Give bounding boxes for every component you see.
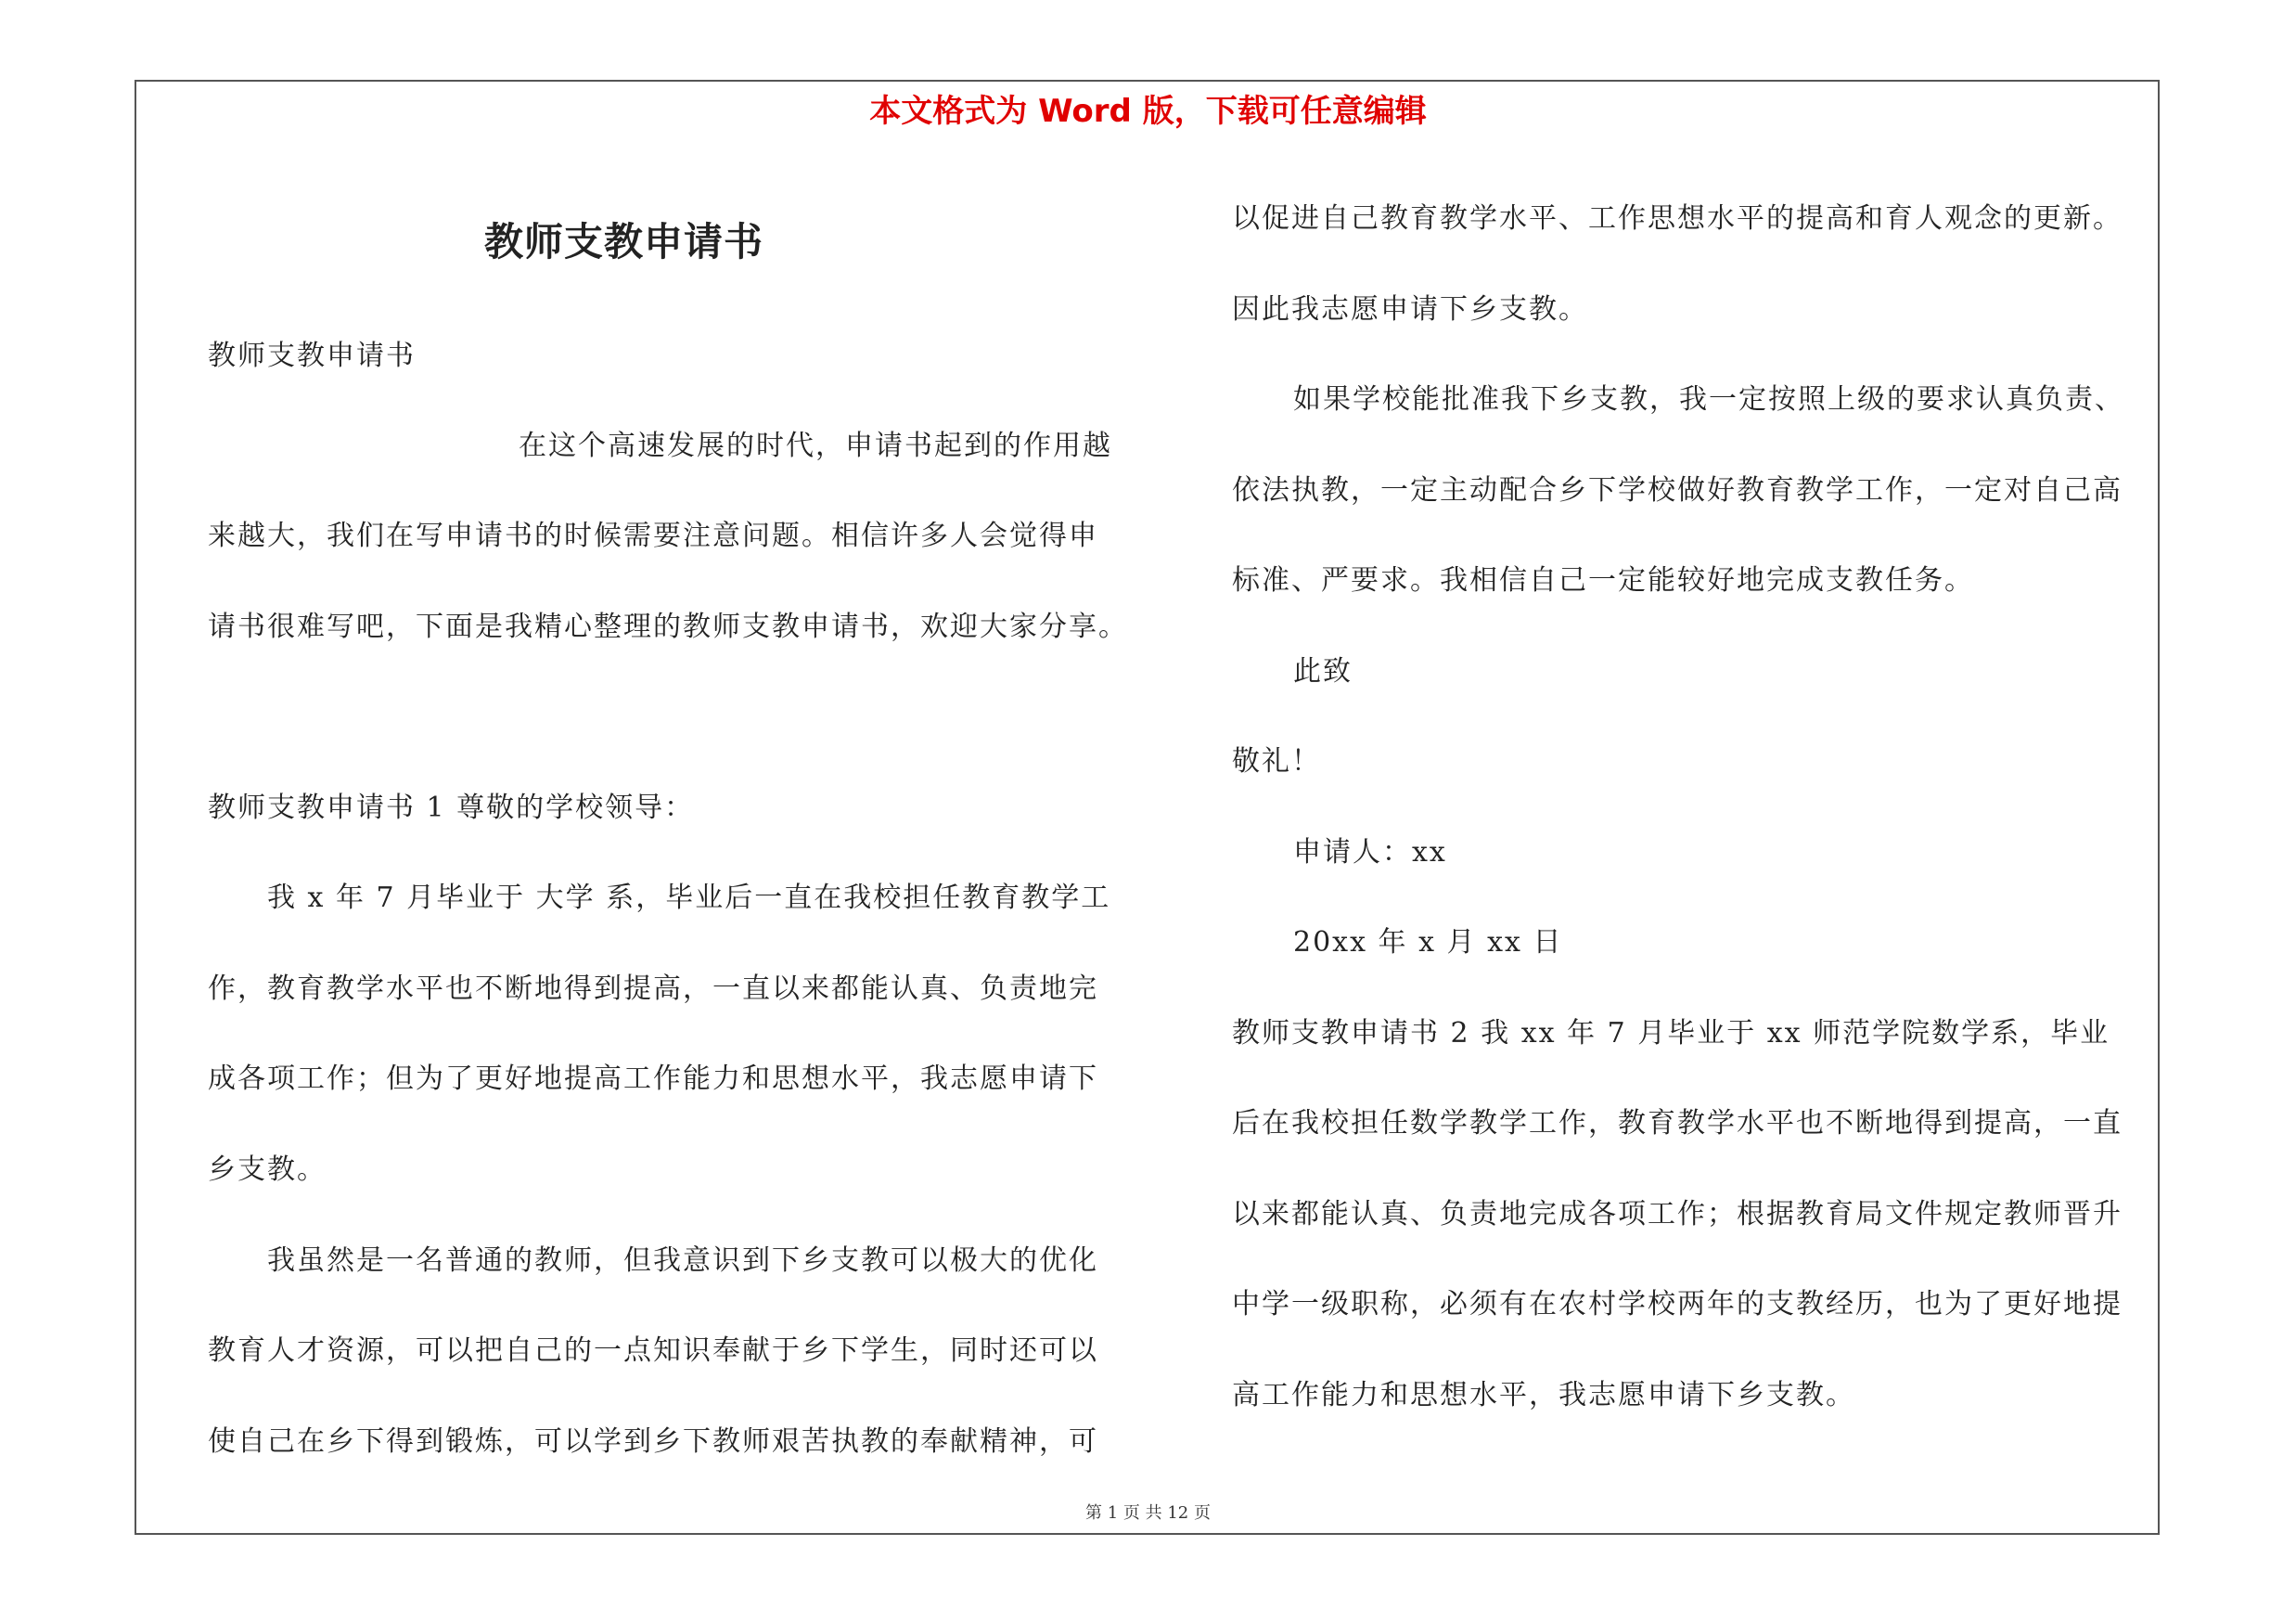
edit-banner: 本文格式为 Word 版，下载可任意编辑	[869, 93, 1427, 130]
text-line: 以来都能认真、负责地完成各项工作；根据教育局文件规定教师晋升	[1232, 1198, 2123, 1230]
closing-line: 此致	[1293, 655, 1353, 688]
text-line: 我 x 年 7 月毕业于 大学 系，毕业后一直在我校担任教育教学工	[267, 882, 1111, 914]
text-line: 教师支教申请书 1 尊敬的学校领导：	[208, 792, 695, 824]
text-line: 以促进自己教育教学水平、工作思想水平的提高和育人观念的更新。	[1232, 202, 2123, 235]
text-line: 成各项工作；但为了更好地提高工作能力和思想水平，我志愿申请下	[208, 1063, 1098, 1095]
text-line: 乡支教。	[208, 1153, 327, 1186]
text-line: 后在我校担任数学教学工作，教育教学水平也不断地得到提高，一直	[1232, 1107, 2123, 1140]
text-line: 教师支教申请书 2 我 xx 年 7 月毕业于 xx 师范学院数学系，毕业	[1232, 1017, 2110, 1050]
text-line: 中学一级职称，必须有在农村学校两年的支教经历，也为了更好地提	[1232, 1288, 2123, 1320]
text-line: 高工作能力和思想水平，我志愿申请下乡支教。	[1232, 1379, 1855, 1411]
text-line: 在这个高速发展的时代，申请书起到的作用越	[519, 430, 1112, 462]
text-line: 如果学校能批准我下乡支教，我一定按照上级的要求认真负责、	[1293, 383, 2124, 416]
text-line: 教师支教申请书	[208, 340, 416, 372]
page-number: 第 1 页 共 12 页	[1085, 1503, 1211, 1523]
text-line: 使自己在乡下得到锻炼，可以学到乡下教师艰苦执教的奉献精神，可	[208, 1425, 1098, 1458]
text-line: 依法执教，一定主动配合乡下学校做好教育教学工作，一定对自己高	[1232, 474, 2123, 507]
text-line: 请书很难写吧，下面是我精心整理的教师支教申请书，欢迎大家分享。	[208, 611, 1128, 643]
text-line: 来越大，我们在写申请书的时候需要注意问题。相信许多人会觉得申	[208, 520, 1098, 552]
text-line: 教育人才资源，可以把自己的一点知识奉献于乡下学生，同时还可以	[208, 1334, 1098, 1367]
date-line: 20xx 年 x 月 xx 日	[1293, 926, 1563, 959]
text-line: 作，教育教学水平也不断地得到提高，一直以来都能认真、负责地完	[208, 973, 1098, 1005]
text-line: 标准、严要求。我相信自己一定能较好地完成支教任务。	[1232, 564, 1974, 597]
salutation-line: 敬礼！	[1232, 745, 1321, 778]
text-line: 我虽然是一名普通的教师，但我意识到下乡支教可以极大的优化	[267, 1244, 1098, 1277]
text-line: 因此我志愿申请下乡支教。	[1232, 293, 1588, 326]
applicant-line: 申请人：xx	[1293, 836, 1447, 869]
document-title: 教师支教申请书	[484, 219, 764, 264]
